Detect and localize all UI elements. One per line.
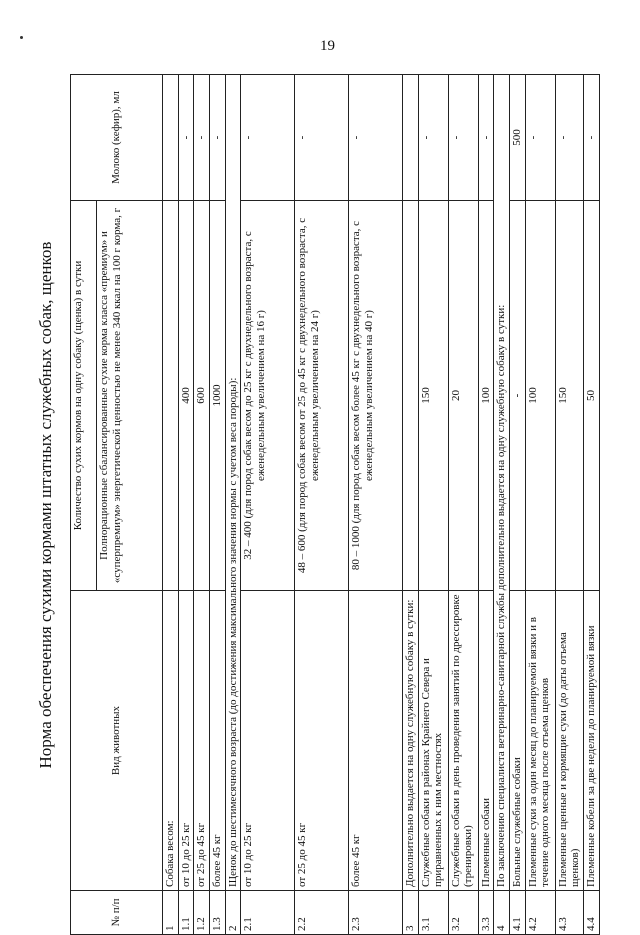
row-milk: 500	[510, 75, 526, 201]
row-milk: -	[448, 75, 478, 201]
row-animal: Собака весом:	[163, 591, 179, 891]
row-dry-food: 80 – 1000 (для пород собак весом более 45 кг с двухнедельного возраста, с еженедельным увеличением на 40 г)	[349, 201, 403, 591]
table-row	[418, 75, 448, 935]
rotated-document	[36, 75, 615, 935]
row-milk: -	[349, 75, 403, 201]
row-milk: -	[209, 75, 225, 201]
row-animal: По заключению специалиста ветеринарно-санитарной службы дополнительно выдается на одну служебную собаку в сутки:	[494, 75, 510, 891]
table-row	[178, 75, 194, 935]
row-dry-food	[163, 201, 179, 591]
row-num: 1.1	[178, 891, 194, 935]
page-number: 19	[320, 38, 335, 54]
row-animal: Племенные собаки	[478, 591, 494, 891]
row-num: 4	[494, 891, 510, 935]
row-num: 4.2	[525, 891, 555, 935]
row-milk: -	[584, 75, 600, 201]
table-row	[209, 75, 225, 935]
table-row	[225, 75, 241, 935]
row-animal: от 25 до 45 кг	[295, 591, 349, 891]
row-dry-food: 100	[478, 201, 494, 591]
table-row	[494, 75, 510, 935]
row-animal: более 45 кг	[349, 591, 403, 891]
row-dry-food: 48 – 600 (для пород собак весом от 25 до 45 кг с двухнедельного возраста, с еженедельным увеличением на 24 г)	[295, 201, 349, 591]
table-row	[478, 75, 494, 935]
row-milk: -	[478, 75, 494, 201]
table-row	[163, 75, 179, 935]
row-dry-food: 20	[448, 201, 478, 591]
table-row	[510, 75, 526, 935]
table-row	[349, 75, 403, 935]
row-num: 2.3	[349, 891, 403, 935]
row-num: 1	[163, 891, 179, 935]
table-row	[525, 75, 555, 935]
row-animal: Служебные собаки в день проведения занятий по дрессировке (тренировки)	[448, 591, 478, 891]
document-title: Норма обеспечения сухими кормами штатных служебных собак, щенков	[36, 241, 55, 769]
row-milk: -	[555, 75, 583, 201]
header-dry-food: Количество сухих кормов на одну собаку (щенка) в сутки	[71, 201, 97, 591]
row-milk: -	[418, 75, 448, 201]
scan-dot	[20, 36, 23, 39]
norm-table	[70, 74, 600, 935]
row-animal: от 10 до 25 кг	[241, 591, 295, 891]
row-milk: -	[295, 75, 349, 201]
row-animal: Щенок до шестимесячного возраста (до достижения максимального значения нормы с учетом веса породы):	[225, 75, 241, 891]
row-dry-food: 1000	[209, 201, 225, 591]
row-num: 2	[225, 891, 241, 935]
table-row	[194, 75, 210, 935]
row-milk: -	[194, 75, 210, 201]
row-num: 1.2	[194, 891, 210, 935]
row-dry-food: 150	[555, 201, 583, 591]
row-num: 3.1	[418, 891, 448, 935]
row-animal: Дополнительно выдается на одну служебную собаку в сутки:	[403, 591, 419, 891]
table-row	[241, 75, 295, 935]
row-num: 4.1	[510, 891, 526, 935]
row-milk: -	[525, 75, 555, 201]
table-row	[555, 75, 583, 935]
row-num: 4.3	[555, 891, 583, 935]
row-animal: Племенные суки за один месяц до планируемой вязки и в течение одного месяца после отъема щенков	[525, 591, 555, 891]
table-row	[448, 75, 478, 935]
row-animal: от 10 до 25 кг	[178, 591, 194, 891]
row-animal: более 45 кг	[209, 591, 225, 891]
row-milk	[403, 75, 419, 201]
row-num: 3.3	[478, 891, 494, 935]
table-body	[163, 75, 600, 935]
table-row	[295, 75, 349, 935]
row-dry-food	[403, 201, 419, 591]
row-animal: Племенные кобели за две недели до планируемой вязки	[584, 591, 600, 891]
row-num: 2.1	[241, 891, 295, 935]
row-num: 1.3	[209, 891, 225, 935]
row-animal: Больные служебные собаки	[510, 591, 526, 891]
row-milk: -	[241, 75, 295, 201]
row-milk	[163, 75, 179, 201]
row-dry-food: -	[510, 201, 526, 591]
row-num: 4.4	[584, 891, 600, 935]
row-num: 3	[403, 891, 419, 935]
row-animal: Служебные собаки в районах Крайнего Севера и приравненных к ним местностях	[418, 591, 448, 891]
header-num: № п/п	[71, 891, 163, 935]
table-row	[584, 75, 600, 935]
header-milk: Молоко (кефир), мл	[71, 75, 163, 201]
header-dry-food-sub: Полнорационные сбалансированные сухие корма класса «премиум» и «суперпремиум» энергетической ценностью не менее 340 ккал на 100 г корма, г	[97, 201, 163, 591]
row-dry-food: 400	[178, 201, 194, 591]
row-dry-food: 32 – 400 (для пород собак весом до 25 кг с двухнедельного возраста, с еженедельным увеличением на 16 г)	[241, 201, 295, 591]
table-row	[403, 75, 419, 935]
row-animal: Племенные щенные и кормящие суки (до даты отъема щенков)	[555, 591, 583, 891]
row-num: 3.2	[448, 891, 478, 935]
row-dry-food: 50	[584, 201, 600, 591]
row-dry-food: 100	[525, 201, 555, 591]
row-milk: -	[178, 75, 194, 201]
header-animal: Вид животных	[71, 591, 163, 891]
row-dry-food: 600	[194, 201, 210, 591]
row-num: 2.2	[295, 891, 349, 935]
row-dry-food: 150	[418, 201, 448, 591]
row-animal: от 25 до 45 кг	[194, 591, 210, 891]
